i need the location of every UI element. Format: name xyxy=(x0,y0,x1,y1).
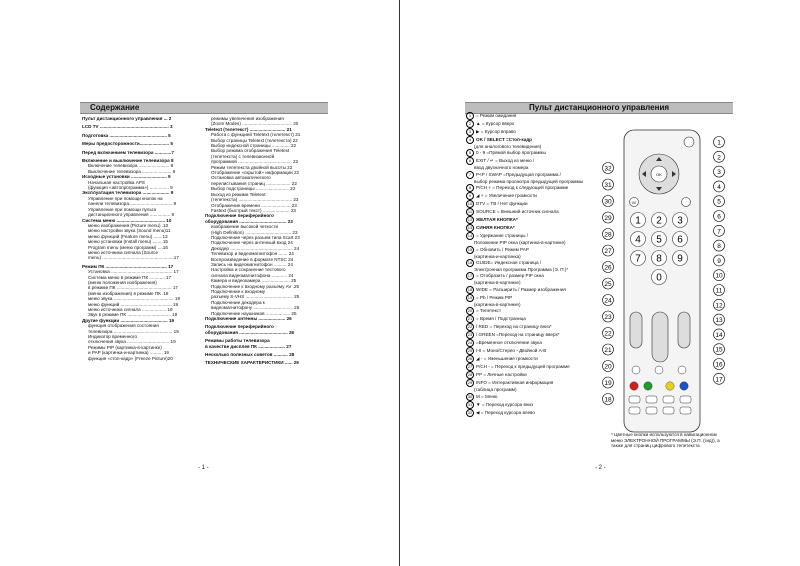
digit-key-label: 4 xyxy=(635,234,641,246)
toc-col2-entry: оборудования ..................................... 23 xyxy=(205,218,293,224)
legend-number-badge: 1 xyxy=(466,112,474,120)
toc-col1-entry: меню источника сигнала ................... 19 xyxy=(88,307,173,312)
toc-col1-entry: Меры предосторожности....................... 5 xyxy=(82,141,173,147)
toc-col1-entry: Исходные установки ............................ 9 xyxy=(82,174,171,180)
toc-col2-entry: Подключение наушников ................... 25 xyxy=(211,310,297,316)
toc-col1-entry: Система меню ...................................... 10 xyxy=(82,217,172,223)
legend-number-badge: 6 xyxy=(466,157,474,165)
legend-text: SOURCE = Внешний источник сигнала xyxy=(476,209,559,215)
legend-item xyxy=(466,128,634,136)
callout-number: 8 xyxy=(717,243,721,251)
legend-text: (картинка-в-картинке) xyxy=(474,301,521,307)
legend-text: 0 - 9 =Прямой выбор программы xyxy=(476,150,546,156)
legend-number-badge: 14 xyxy=(467,233,473,239)
toc-col2-entry: Fastext (быстрый текст) ..................... 23 xyxy=(211,207,296,213)
legend-text: ◢ - = Уменьшение громкости xyxy=(476,356,538,362)
callout-number: 20 xyxy=(604,363,612,371)
toc-col1-entry: Режимы PIP (картинка-в-картинке) xyxy=(88,344,162,350)
digit-key-label: 3 xyxy=(677,215,683,227)
legend-text: Положение PIP окна (картинка-в-картинке) xyxy=(474,240,566,246)
toc-col1-entry: меню звука ............................................... 19 xyxy=(88,296,181,302)
page-divider xyxy=(399,0,400,566)
toc-col1-entry: Индикатор временного xyxy=(88,334,138,340)
legend-text: (картинка-и-картинка) xyxy=(474,253,521,259)
callout-number: 4 xyxy=(717,183,721,191)
callout-number: 26 xyxy=(604,264,612,272)
toc-col2-entry: Teletext (телетекст) ............................ 21 xyxy=(205,126,292,132)
toc-col2-entry: Подключение через разъем типа Scart 23 xyxy=(211,234,300,240)
legend-number-badge: 5 xyxy=(466,149,474,157)
toc-column-2 xyxy=(205,116,327,366)
legend-text: ◢ + = Увеличение громкости xyxy=(476,193,537,199)
toc-col1-entry: в режиме ПК ........................................... 17 xyxy=(88,285,178,291)
toc-col2-entry: Работа с функцией Teletext (телетекст) 21 xyxy=(211,132,301,138)
toc-col1-entry: (функция «автопрограмма») ............... 9 xyxy=(88,185,173,191)
toc-col1-entry: меню функций ........................................ 19 xyxy=(88,301,179,307)
legend-text: ▶ = Курсор вправо xyxy=(476,129,516,135)
toc-col1-entry: Включение телевизора ........................ 8 xyxy=(88,163,174,169)
toc-col2-entry: (High Definition) .................................... 23 xyxy=(211,229,298,235)
callout-number: 23 xyxy=(604,314,612,321)
callout-number: 18 xyxy=(604,396,612,404)
exit-button xyxy=(682,198,691,207)
toc-col1-entry: меню источника сигнала (Source xyxy=(88,249,159,255)
aux-rocker xyxy=(678,312,690,348)
toc-col2-entry: Подключение антенны ..................... 26 xyxy=(205,316,292,322)
toc-col1-entry: LCD TV ...................................................... 3 xyxy=(82,124,173,130)
teletext-key xyxy=(629,396,640,403)
legend-text: = Время / Подстраница xyxy=(476,316,526,322)
callout-number: 6 xyxy=(717,213,721,221)
legend-number-badge: 20 xyxy=(467,308,473,314)
toc-col2-entry: (Zoom Modes) ....................................... 20 xyxy=(211,121,299,127)
legend-text: I-II = Моно/Стерео - Двойной А-В xyxy=(476,348,547,354)
digit-key-label: 6 xyxy=(677,234,683,246)
toc-col2-entry: Режимы работы телевизора xyxy=(205,338,270,344)
teletext-key xyxy=(663,396,674,403)
toc-col2-entry: в качестве дисплея ПК ..................... 27 xyxy=(205,343,292,349)
legend-text: (таблица программ) xyxy=(474,387,517,393)
toc-col2-entry: Подключение декодера к xyxy=(211,299,265,305)
callout-number: 28 xyxy=(604,231,612,239)
toc-col1-entry: меню функций (Feature menu) .......13 xyxy=(88,233,168,239)
toc-col1-entry: Выключение телевизора ....................... 8 xyxy=(88,168,176,174)
legend-number-badge: 4 xyxy=(466,136,474,144)
toc-col1-entry: (меню изображения) в режиме ПК .18 xyxy=(88,290,169,296)
legend-text: ЖЕЛТАЯ КНОПКА* xyxy=(476,217,518,223)
digit-key-label: 7 xyxy=(635,253,641,265)
legend-number-badge: 27 xyxy=(467,364,473,370)
toc-col1-entry: меню настройки звука (Sound menu)11 xyxy=(88,228,171,234)
legend-number-badge: 24 xyxy=(467,340,473,346)
legend-number-badge: 32 xyxy=(467,409,473,415)
toc-col1-entry: функция отображения состояния xyxy=(88,323,159,329)
teletext-key xyxy=(629,407,640,414)
contents-header xyxy=(80,102,328,114)
digit-key-label: 2 xyxy=(656,215,662,227)
callout-number: 32 xyxy=(604,165,612,173)
callout-number: 12 xyxy=(715,302,723,310)
callout-number: 14 xyxy=(715,331,723,339)
standby-button xyxy=(684,137,694,147)
callout-number: 1 xyxy=(717,139,721,147)
callout-number: 13 xyxy=(715,317,723,325)
callout-number: 11 xyxy=(715,287,723,295)
green-button xyxy=(644,382,652,390)
toc-col1-entry: Управление при помощи кнопок на xyxy=(88,195,163,201)
toc-col2-entry: ТЕХНИЧЕСКИЕ ХАРАКТЕРИСТИКИ ...... 29 xyxy=(205,360,299,366)
toc-col1-entry: Подготовка ............................................. 5 xyxy=(82,132,171,138)
toc-col2-entry: программой .......................................... 22 xyxy=(211,159,299,165)
digit-key-label: 8 xyxy=(656,253,662,265)
toc-col2-entry: Воспроизведение в формате NTSC 24 xyxy=(211,256,294,262)
toc-col2-entry: (телетекста) с телевизионной xyxy=(211,153,275,159)
toc-col2-entry: Подключение к входному xyxy=(211,289,266,294)
swap-button xyxy=(655,366,663,374)
left-page xyxy=(0,0,399,566)
callout-number: 7 xyxy=(717,228,721,236)
toc-col2-entry: Несколько полезных советов ........... 28 xyxy=(205,352,295,358)
legend-text: GUIDE= Индексная страница / xyxy=(476,260,542,266)
legend-text: ▲ = Курсор вверх xyxy=(476,121,515,127)
toc-col2-entry: Камера и видеокамера ...................... 25 xyxy=(211,278,297,284)
callout-number: 21 xyxy=(604,347,612,354)
toc-col2-entry: Запись на видеомагнитофон .......... 24 xyxy=(211,261,293,267)
teletext-key xyxy=(663,407,674,414)
toc-col1-entry: функция «стоп-кадр» (Freeze Picture)20 xyxy=(88,355,173,361)
menu-label: M xyxy=(632,200,636,205)
legend-text: DTV = ТВ / Нет функции xyxy=(476,201,528,207)
toc-col2-entry: Подключение периферийного xyxy=(205,324,274,330)
page-number-left: - 1 - xyxy=(198,465,209,471)
legend-text: СИНЯЯ КНОПКА* xyxy=(476,225,515,231)
toc-col2-entry: перелистывания страниц ................... 22 xyxy=(211,180,297,186)
toc-col2-entry: Подключение периферийного xyxy=(205,213,274,219)
legend-number-badge: 17 xyxy=(467,273,473,279)
legend-text: ▼ = Переход курсора вниз xyxy=(476,401,534,407)
legend-text: = Режим ожидания xyxy=(476,113,517,119)
legend-number-badge: 16 xyxy=(467,260,473,266)
legend-number-badge: 23 xyxy=(467,332,473,338)
legend-number-badge: 15 xyxy=(467,246,473,252)
legend-number-badge: 29 xyxy=(467,380,473,386)
toc-col1-entry: и PAP (картинка-и-картинка) .......... 19 xyxy=(88,350,169,356)
legend-text: (для аналогового телевидения) xyxy=(474,144,542,149)
legend-text: P/CH - = Переход к предыдущей программе xyxy=(476,364,570,370)
legend-number-badge: 18 xyxy=(467,286,473,292)
legend-text: / GREEN =Переход на страницу вверх* xyxy=(476,332,560,338)
callout-number: 27 xyxy=(604,248,612,255)
legend-number-badge: 8 xyxy=(466,184,474,192)
legend-number-badge: 28 xyxy=(467,372,473,378)
callout-number: 2 xyxy=(717,154,721,162)
legend-text: (картинка-в-картинке) xyxy=(474,280,521,286)
legend-number-badge: 21 xyxy=(467,316,473,322)
legend-text: = Телетекст xyxy=(476,308,502,314)
toc-col2-entry: (телетекста) .......................................... 23 xyxy=(211,197,299,203)
toc-col1-entry: панели телевизора.................................. 9 xyxy=(88,201,177,207)
legend-text: OK / SELECT =Стоп-кадр xyxy=(476,137,532,143)
legend-number-badge: 31 xyxy=(467,401,473,407)
legend-item xyxy=(466,149,634,157)
callout-number: 15 xyxy=(715,346,723,354)
legend-number-badge: 25 xyxy=(467,348,473,354)
contents-title: Содержание xyxy=(90,103,140,112)
legend-number-badge: 26 xyxy=(467,356,473,362)
callout-number: 9 xyxy=(717,257,721,265)
legend-number-badge: 10 xyxy=(467,201,473,207)
legend-number-badge: 19 xyxy=(467,294,473,300)
callout-number: 3 xyxy=(717,169,721,177)
toc-column-1 xyxy=(82,116,202,361)
legend-text: EXIT / ↵ = Выход из меню / xyxy=(476,158,535,164)
toc-col2-entry: изображение высокой четкости xyxy=(211,224,279,230)
toc-col2-entry: Настройка и сохранение тестового xyxy=(211,267,286,273)
toc-col1-entry: Начальная настройка APS xyxy=(88,179,145,185)
legend-text: WIDE = Расширить / Размер изображения xyxy=(476,287,566,293)
toc-col2-entry: Телевизор и видеомагнитофон ....... 24 xyxy=(211,251,294,257)
toc-col1-entry: меню установки (Install menu) ........15 xyxy=(88,239,168,245)
callout-number: 17 xyxy=(715,376,723,384)
legend-text: =Временное отключение звука xyxy=(476,340,542,346)
legend-text: P/CH + = Переход к следующей программе xyxy=(476,185,569,191)
callout-number: 22 xyxy=(604,330,612,338)
digit-key-label: 9 xyxy=(677,253,683,265)
callout-number: 5 xyxy=(717,198,721,206)
toc-col1-entry: (меню положения изображения) xyxy=(88,279,157,285)
toc-col1-entry: дистанционного управления ................ 9 xyxy=(88,212,175,218)
digit-key-label: 0 xyxy=(656,272,662,284)
legend-item xyxy=(466,136,634,144)
legend-text: / RED = Переход на страницу вниз* xyxy=(476,324,552,330)
legend-item xyxy=(466,112,634,120)
blue-button xyxy=(680,382,688,390)
callout-number: 19 xyxy=(604,380,612,387)
toc-col2-entry: Отображение времени ....................... 23 xyxy=(211,202,297,208)
toc-col1-entry: Program menu (меню программ) ....16 xyxy=(88,244,168,250)
legend-number-badge: 3 xyxy=(466,128,474,136)
ok-label: OK xyxy=(656,172,662,177)
toc-col2-entry: видеомагнитофону ............................... 25 xyxy=(211,305,300,311)
legend-item xyxy=(466,409,634,417)
legend-number-badge: 12 xyxy=(467,217,473,223)
toc-col1-entry: Управление при помощи пульта xyxy=(88,206,157,212)
toc-col1-entry: Включение и выключение телевизора 8 xyxy=(82,158,174,164)
legend-number-badge: 2 xyxy=(466,120,474,128)
page-number-right: - 2 - xyxy=(595,465,606,471)
toc-col2-entry: Подключение к входному разъему AV .25 xyxy=(211,283,300,289)
legend-text: PP = Личные настройки xyxy=(476,372,527,378)
teletext-key xyxy=(680,407,691,414)
toc-col2-entry: Выбор режима отображения Teletext xyxy=(211,148,290,154)
toc-col2-entry: Режим телетекста двойной высоты 22 xyxy=(211,164,293,170)
legend-text: ◀ = Переход курсора влево xyxy=(476,409,535,415)
toc-col1-entry: Пульт дистанционного управления ... 2 xyxy=(82,116,172,121)
toc-col1-entry: Другие функции ..................................... 19 xyxy=(82,317,175,323)
callout-number: 16 xyxy=(715,361,723,369)
legend-text: = Удержание страницы / xyxy=(476,233,528,239)
toc-col1-entry: Звук в режиме ПК .................................. 19 xyxy=(88,312,178,318)
toc-col2-entry: Остановка автоматического xyxy=(211,175,271,181)
toc-col1-entry: Система меню в режиме ПК ............ 17 xyxy=(88,274,172,280)
toc-col2-entry: разъему S-VHS ..................................... 25 xyxy=(211,294,300,300)
source-button xyxy=(678,366,686,374)
toc-col1-entry: Установка ................................................ 17 xyxy=(88,269,179,275)
teletext-key xyxy=(646,396,657,403)
toc-col1-entry: телевизора .............................................. 19 xyxy=(88,328,179,334)
callout-number: 25 xyxy=(604,281,612,288)
toc-col1-entry: Режим ПК ................................................ 17 xyxy=(82,263,174,269)
legend-number-badge: 30 xyxy=(467,393,473,399)
remote-title: Пульт дистанционного управления xyxy=(528,103,670,112)
toc-col2-entry: Выход из режима Teletext xyxy=(211,191,266,197)
legend-text: INFO = Интерактивная информация xyxy=(476,380,554,386)
toc-col2-entry: Выбор страницы Teletext (телетекста) 22 xyxy=(211,137,298,143)
legend-text: = Отобразить / размер PIP окна xyxy=(476,273,544,279)
toc-col1-entry: menu) ........................................................17 xyxy=(88,255,179,261)
toc-col1-entry: отключения звука ................................. 19 xyxy=(88,339,176,345)
program-rocker xyxy=(652,312,668,362)
toc-col2-entry: Выбор индексной страницы .............. 22 xyxy=(211,143,297,149)
toc-col2-entry: Выбор подстраницы .......................... 22 xyxy=(211,186,296,192)
right-page xyxy=(401,0,800,566)
toc-col1-entry: Перед включением телевизора .............7 xyxy=(82,149,174,155)
toc-col1-entry: Эксплуатация телевизора ..................... 9 xyxy=(82,190,174,196)
callout-number: 29 xyxy=(604,215,612,222)
legend-text: Электронная программа Программа (Э. П.)* xyxy=(474,267,569,273)
legend-text: = Обновить / Режим PAP xyxy=(476,246,529,252)
legend-item xyxy=(466,120,634,128)
yellow-button xyxy=(666,382,674,390)
red-button xyxy=(630,382,638,390)
legend-number-badge: 13 xyxy=(467,225,473,231)
callout-number: 24 xyxy=(604,297,612,305)
toc-col2-entry: Подключение через антенный вход 24 xyxy=(211,240,293,246)
teletext-key xyxy=(646,407,657,414)
toc-col2-entry: Декодер ................................................. 24 xyxy=(211,245,300,251)
toc-col2-entry: Отображение «скрытой» информации 22 xyxy=(211,170,300,176)
volume-rocker xyxy=(630,312,642,348)
toc-col2-entry: сигнала видеомагнитофона ............ 24 xyxy=(211,272,294,278)
toc-col1-entry: меню изображения (Picture menu) .10 xyxy=(88,222,169,228)
legend-number-badge: 11 xyxy=(467,209,473,215)
legend-text: P<P / SWAP =Предыдущая программа / xyxy=(476,172,561,178)
teletext-key xyxy=(680,396,691,403)
legend-text: M = Меню xyxy=(476,393,498,399)
toc-col2-entry: режимы увеличения изображения xyxy=(211,116,284,121)
legend-text: = Pb / Режим PIP xyxy=(476,295,513,301)
toc-col2-entry: оборудования ...................................... 26 xyxy=(205,329,295,335)
callout-number: 10 xyxy=(715,272,723,280)
digit-key-label: 5 xyxy=(656,234,662,246)
guide-button xyxy=(632,366,640,374)
digit-key-label: 1 xyxy=(635,215,641,227)
legend-number-badge: 7 xyxy=(466,171,474,179)
legend-text: ввод двузначного номера xyxy=(474,165,529,171)
legend-number-badge: 22 xyxy=(467,324,473,330)
color-buttons-note: * Цветные кнопки используются в навигационном меню ЭЛЕКТРОННОЙ ПРОГРАММЫ (Э.П. (гид)), а также для страниц цифрового телетекста xyxy=(611,432,720,449)
callout-number: 30 xyxy=(604,198,612,206)
callout-number: 31 xyxy=(604,182,612,189)
remote-control-diagram xyxy=(604,130,736,440)
legend-number-badge: 9 xyxy=(466,192,474,200)
legend-text: выбор режима просмотра предыдущей программы xyxy=(474,178,584,184)
